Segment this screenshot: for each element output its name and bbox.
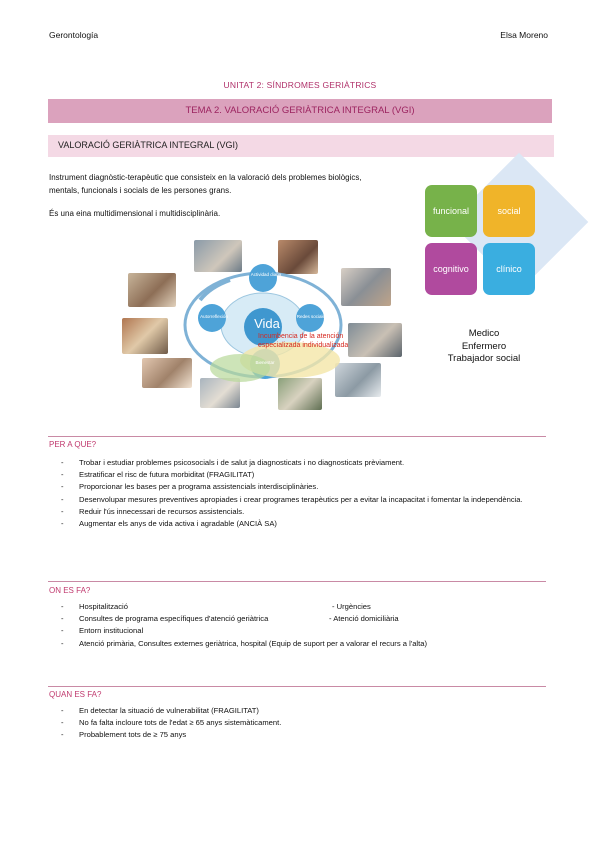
node-bottom-label: Bienestar [255,360,275,365]
tile-clinico: clínico [483,243,535,295]
list-item: - En detectar la situació de vulnerabilitat (FRAGILITAT) [49,705,529,717]
list-item: - Urgències [332,602,371,611]
per-a-que-title: PER A QUE? [49,440,97,449]
list-item: - Trobar i estudiar problemes psicosocials i de salut ja diagnosticats i no diagnosticats prèviament. [49,457,529,469]
list-item: - Hospitalització [49,601,529,613]
node-top-label: Actividad diaria [250,272,282,277]
section-banner [48,135,554,157]
photo-family [128,273,176,307]
list-item: - No fa falta incloure tots de l'edat ≥ 65 anys sistemàticament. [49,717,529,729]
team-roles [424,328,544,366]
life-diagram [118,235,408,415]
nature-text: És una eina multidimensional i multidisciplinària. [49,209,221,218]
node-right-label: Redes sociales [296,314,328,319]
list-item: - Atenció domiciliària [329,614,399,624]
photo-dance [122,318,168,354]
intro-text [49,172,389,232]
per-a-que-rule [48,436,546,437]
list-item: - Probablement tots de ≥ 75 anys [49,729,529,741]
node-top-circle [249,264,277,292]
list-item: - Proporcionar les bases per a programa assistencials interdisciplinàries. [49,481,529,493]
list-item: - Estratificar el risc de futura morbiditat (FRAGILITAT) [49,469,529,481]
list-item: - Atenció primària, Consultes externes geriàtrica, hospital (Equip de suport per a valorar el recurs a l'alta) [49,638,529,650]
quan-es-fa-title: QUAN ES FA? [49,690,102,699]
unit-title: UNITAT 2: SÍNDROMES GERIÀTRICS [223,80,377,90]
diagram-center-label: Vida [254,316,280,331]
list-item: - Entorn institucional [49,625,529,637]
definition-text: Instrument diagnòstic-terapèutic que consisteix en la valoració dels problemes biològics, mentals, funcionals i socials de les persones grans. [49,173,362,195]
tile-funcional: funcional [425,185,477,237]
list-item: - Reduir l'ús innecessari de recursos assistencials. [49,506,529,518]
on-es-fa-list [49,601,529,650]
header-author: Elsa Moreno [500,30,548,40]
quan-es-fa-list [49,705,529,742]
topic-title: TEMA 2. VALORACIÓ GERIÀTRICA INTEGRAL (VGI) [185,105,415,116]
diagram-caption: Incumbencia de la atención especializada individualizada [258,333,349,349]
role-enfermero: Enfermero [461,340,507,352]
green-zone [210,354,270,382]
quan-es-fa-rule [48,686,546,687]
node-left-label: Autorreflexión [200,314,228,319]
topic-banner [48,99,552,123]
on-es-fa-title: ON ES FA? [49,586,91,595]
dimensions-grid [425,185,537,297]
per-a-que-list [49,457,529,530]
tile-cognitivo: cognitivo [425,243,477,295]
photo-meeting [348,323,402,357]
role-medico: Medico [468,328,500,339]
header-subject: Gerontología [49,30,99,40]
on-es-fa-rule [48,581,546,582]
tile-social: social [483,185,535,237]
list-item: - Desenvolupar mesures preventives apropiades i crear programes terapèutics per a evitar la incapacitat i fomentar la independència. [49,494,529,506]
role-trabajador-social: Trabajador social [447,353,521,364]
on-es-fa-right-list [329,601,399,625]
list-item: - Augmentar els anys de vida activa i agradable (ANCIÀ SA) [49,518,529,530]
section-title: VALORACIÓ GERIÀTRICA INTEGRAL (VGI) [58,140,239,150]
list-item: - Consultes de programa específiques d'atenció geriàtrica [49,613,529,625]
